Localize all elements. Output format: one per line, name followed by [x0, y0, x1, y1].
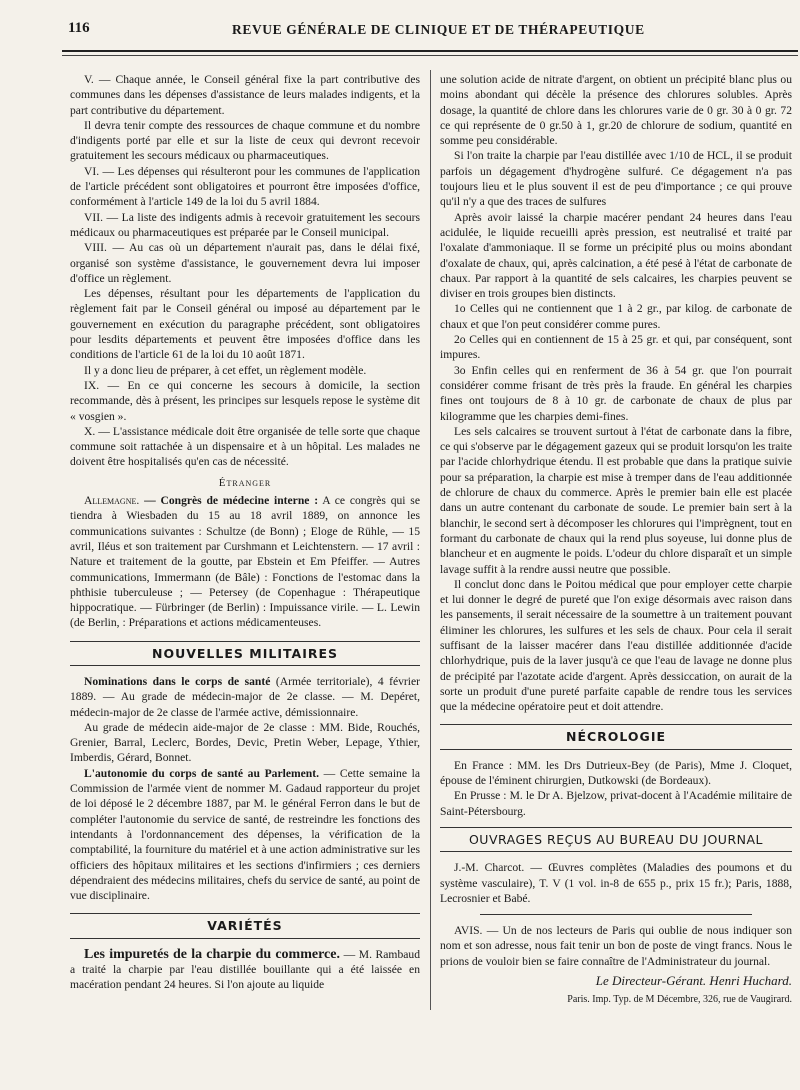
printer-imprint: Paris. Imp. Typ. de M Décembre, 326, rue de Vaugirard.: [567, 994, 792, 1006]
charpie-group-3: 3o Enfin celles qui en renferment de 36 à 54 gr. que l'on pourrait considérer comme frisant de très près la fraude. En général les charpies fines ont toujours de 8 à 10 gr. de carbonate de chaux de plus par kilogramme que les charpies demi-fines.: [440, 363, 792, 423]
header-rule: [62, 50, 798, 52]
charpie-group-1: 1o Celles qui ne contiennent que 1 à 2 gr., par kilog. de carbonate de chaux et que l'on peut considérer comme pures.: [440, 302, 792, 331]
necrologie-france: En France : MM. les Drs Dutrieux-Bey (de Paris), Mme J. Cloquet, épouse de l'éminent chirurgien, Dutkowski (de Bordeaux).: [440, 758, 792, 788]
autonomie-paragraph: [70, 766, 420, 904]
article-viii-cont: Les dépenses, résultant pour les départements de l'application du règlement fait par le Conseil général ou imposé au département par le gouvernement en exécution du paragraphe précédent, sont obligatoires pour lesdits départements et peuvent être imposées d'office dans les conditions de l'article 61 de la loi du 10 août 1871.: [70, 287, 420, 362]
article-viii-note: Il y a donc lieu de préparer, à cet effet, un règlement modèle.: [84, 363, 367, 377]
etranger-heading: Étranger: [218, 476, 272, 489]
avis-text: AVIS. — Un de nos lecteurs de Paris qui oublie de nous indiquer son nom et son adresse, nous fait tenir un bon de poste de vingt francs. Nous le prions de vouloir bien se faire connaître de l'Administrateur du journal.: [440, 924, 792, 968]
allemagne-label: Allemagne.: [84, 494, 140, 508]
nominations-text: (Armée territoriale), 4 février 1889. — Au grade de médecin-major de 2e classe. — M. Depéret, médecin-major de 2e classe de l'armée active, démissionnaire.: [70, 674, 420, 719]
militaires-heading: NOUVELLES MILITAIRES: [70, 641, 420, 666]
charpie-oxalate: Après avoir laissé la charpie macérer pendant 24 heures dans l'eau acidulée, le liquide recueilli après pression, est neutralisé et traité par l'oxalate d'ammoniaque. Il se forme un précipité plus ou moins abondant d'oxalate de chaux, qui, après calcination, a été pesé à l'état de carbonate de chaux. Par rapport à la quantité de sels calcaires, les charpies peuvent se diviser en trois groupes bien distincts.: [440, 210, 792, 301]
article-viii: VIII. — Au cas où un département n'aurait pas, dans le délai fixé, organisé son système d'assistance, le gouvernement devra lui imposer d'office un règlement.: [70, 241, 420, 285]
varietes-heading: VARIÉTÉS: [70, 913, 420, 938]
nominations-title: Nominations dans le corps de santé: [84, 674, 271, 688]
impuretes-paragraph: [70, 947, 420, 993]
journal-title: REVUE GÉNÉRALE DE CLINIQUE ET DE THÉRAPEUTIQUE: [232, 22, 645, 37]
ouvrages-heading: OUVRAGES REÇUS AU BUREAU DU JOURNAL: [440, 827, 792, 852]
page-header: [62, 18, 798, 42]
autonomie-text: — Cette semaine la Commission de l'armée vient de nommer M. Gadaud rapporteur du projet de loi déposé le 2 décembre 1887, par M. le général Ferron dans le but de compléter l'autonomie du service de santé, de restreindre les fonctions des intendants à l'ordonnancement des dépenses, la vérification de la comptabilité, la fourniture du matériel et à une action administrative sur les officiers des hôpitaux militaires et les sections d'infirmiers ; ces derniers dépendraient des médecins militaires, chefs du service de santé, au point de vue disciplinaire.: [70, 766, 421, 903]
article-v: V. — Chaque année, le Conseil général fixe la part contributive des communes dans les dépenses d'assistance de leurs malades indigents, et la part contributive du département.: [70, 73, 420, 117]
congres-paragraph: [70, 493, 420, 631]
necrologie-prusse: En Prusse : M. le Dr A. Bjelzow, privat-docent à l'Académie militaire de Saint-Pétersbourg.: [440, 789, 792, 818]
charpie-group-2: 2o Celles qui en contiennent de 15 à 25 gr. et qui, par conséquent, sont impures.: [440, 333, 792, 362]
impuretes-title: Les impuretés de la charpie du commerce.: [84, 946, 340, 962]
article-ix: IX. — En ce qui concerne les secours à domicile, la section recommande, dès à présent, les principes sur lesquels repose le système dit « vosgien ».: [70, 378, 420, 423]
necrologie-heading: NÉCROLOGIE: [440, 724, 792, 749]
article-v-cont: Il devra tenir compte des ressources de chaque commune et du nombre d'indigents porté par elle et sur la liste de ceux qui devront recevoir gratuitement les secours médicaux ou pharmaceutiques.: [70, 118, 420, 163]
charpie-hcl: Si l'on traite la charpie par l'eau distillée avec 1/10 de HCL, il se produit parfois un dégagement d'hydrogène sulfuré. Ce dégagement n'a pas toujours lieu et le plus souvent il est de peu d'importance ; ce qui prouve qu'il n'y a que des traces de sulfures: [440, 149, 792, 209]
left-column: [70, 72, 420, 993]
article-vi: VI. — Les dépenses qui résulteront pour les communes de l'application de l'article précédent sont obligatoires et pourront être imposées d'office, conformément à l'article 149 de la loi du 5 avril 1884.: [70, 164, 420, 209]
column-separator: [430, 70, 431, 1010]
header-rule-thin: [62, 55, 798, 56]
charpie-sels: Les sels calcaires se trouvent surtout à l'état de carbonate dans la fibre, ce qui s'observe par le dégagement gazeux qui se produit lorsqu'on les traite par l'acide chlorhydrique étendu. Il est probable que dans la pratique suivie pour sa préparation, la charpie est mise à tremper dans de l'eau additionnée de chlorure de chaux du commerce. Après le premier bain elle est placée dans un autre contenant du carbonate de soude. Le premier bain sert à la blanchir, le second sert à décomposer les chlorures qui l'imprègnent, tout en formant du carbonate de chaux qui la rend plus soyeuse, lui donne plus de blancheur et en augmente le poids. L'odeur du chlore disparaît et un simple lavage suffit à la rendre aussi neutre que possible.: [440, 424, 792, 576]
nominations-paragraph: [70, 674, 420, 720]
congres-text: A ce congrès qui se tiendra à Wiesbaden du 15 au 18 avril 1889, on annonce les communications suivantes : Schultze (de Bonn) ; Eloge de Rühle, — 15 avril, Iléus et son traitement par Curshmann et Leichtenstern. — 17 avril : Nature et traitement de la goutte, par Ebstein et Em Pfeiffer. — Autres communications, Immermann (de Bâle) : Fonctions de l'estomac dans la phthisie tuberculeuse ; — Petersey (de Copenhague : Thérapeutique hippocratique. — Fürbringer (de Berlin) : Impuissance virile. — L. Lewin (de Berlin, : Préparations et actions médicamenteuses.: [70, 494, 420, 630]
director-signature: Le Directeur-Gérant. Henri Huchard.: [595, 973, 792, 989]
congres-title: — Congrès de médecine interne :: [144, 494, 319, 508]
impuretes-text: — M. Rambaud a traité la charpie par l'eau distillée bouillante qui a été laissée en macération pendant 24 heures. Si l'on ajoute au liquide: [70, 947, 420, 992]
aide-major-paragraph: Au grade de médecin aide-major de 2e classe : MM. Bide, Rouchés, Grenier, Barral, Leclerc, Bordes, Devic, Pretin Weber, Lepage, Ythier, Imberdis, Gérard, Bonnet.: [70, 720, 420, 765]
avis-rule: [480, 914, 752, 915]
right-column: [440, 72, 792, 1008]
article-x: X. — L'assistance médicale doit être organisée de telle sorte que chaque commune soit rattachée à un dispensaire et à un hôpital. Les malades ne doivent être hospitalisés qu'en cas de nécessité.: [70, 424, 420, 469]
page-number: 116: [68, 20, 90, 36]
charpie-cont: une solution acide de nitrate d'argent, on obtient un précipité blanc plus ou moins abondant qui décèle la présence des chlorures solubles. Après dosage, la quantité de chlore dans les chlorures varie de 0 gr. 30 à 0 gr. 72 ce qui représente de 0 gr.50 à 1, gr.20 de chlorure de sodium, quantité en somme peu considérable.: [440, 73, 792, 148]
autonomie-title: L'autonomie du corps de santé au Parlement.: [84, 766, 319, 780]
charpie-conclusion: Il conclut donc dans le Poitou médical que pour employer cette charpie et lui donner le degré de pureté que l'on exige désormais avec raison dans les pansements, il serait nécessaire de la soumettre à un traitement pouvant éliminer les chlorures, les sulfures et les sels de chaux. Pour cela il serait suffisant de la laisser macérer dans l'eau distillée additionnée d'acide chlorhydrique, puis de la laver jusqu'à ce que l'eau de lavage ne donne plus de précipité par l'azotate acide d'argent. Après dessiccation, on aurait de la sorte un produit d'une pureté parfaite capable de rendre tous les services que la médecine opératoire peut et doit attendre.: [440, 577, 792, 714]
ouvrages-text: J.-M. Charcot. — Œuvres complètes (Maladies des poumons et du système vasculaire), T. V (1 vol. in-8 de 655 p., prix 15 fr.); Paris, 1888, Lecrosnier et Babé.: [440, 861, 792, 905]
article-vii: VII. — La liste des indigents admis à recevoir gratuitement les secours médicaux ou pharmaceutiques est préparée par le Conseil municipal.: [70, 210, 420, 239]
